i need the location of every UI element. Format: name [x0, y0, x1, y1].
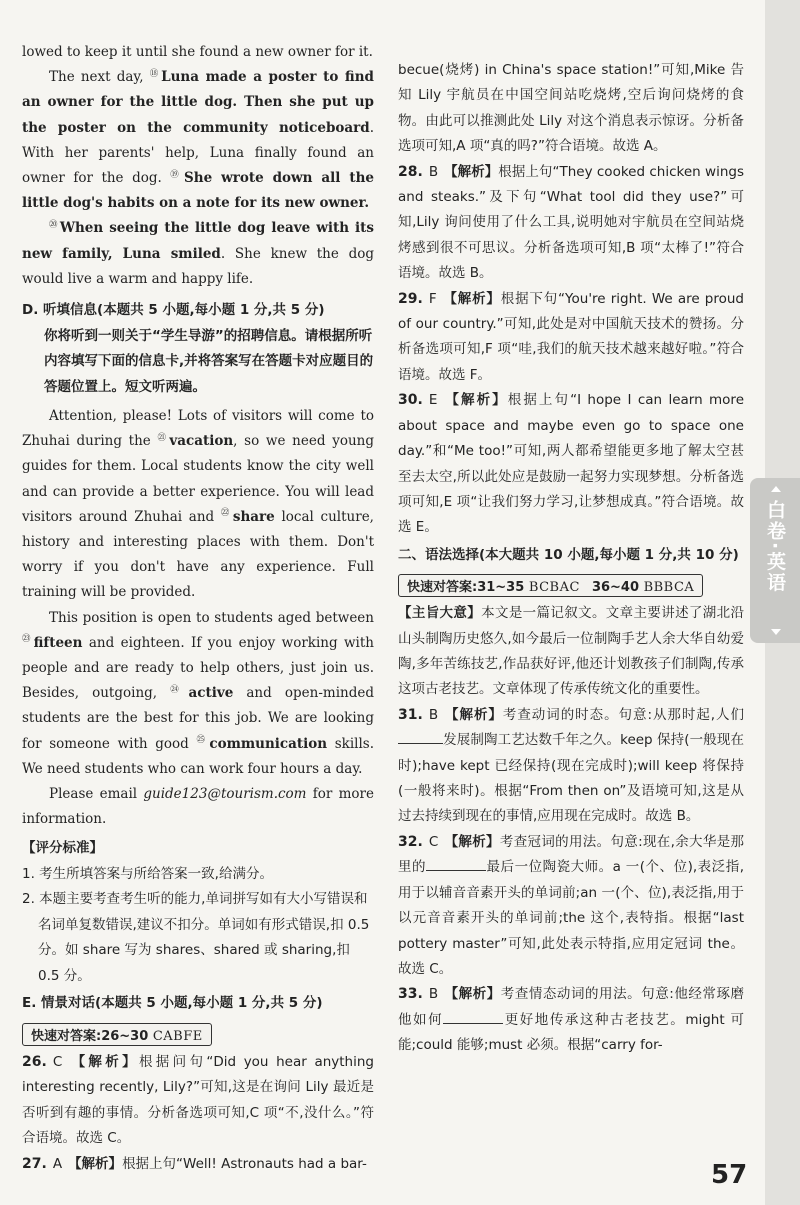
- fill-blank: [426, 858, 486, 871]
- question-30: 30. E 【解析】根据上句“I hope I can learn more about space and maybe even go to space one day.”和“Me too!”可知,两人都希望能更多地了解太空甚至去太空,所以此处应是鼓励一起努力实现梦想。分析备选项可知,E 项“让我们努力学习,让梦想成真。”符合语境。故选 E。: [398, 392, 744, 536]
- scoring-title: 【评分标准】: [22, 840, 103, 857]
- scoring-rule-2: 2. 本题主要考查考生听的能力,单词拼写如有大小写错误和名词单复数错误,建议不扣分。单词如有形式错误,扣 0.5 分。如 share 写为 shares、shared 或 sharing,扣 0.5 分。: [22, 891, 370, 984]
- triangle-down-icon: [771, 629, 781, 635]
- question-27-continued: becue(烧烤) in China's space station!”可知,Mike 告知 Lily 宇航员在中国空间站吃烧烤,空后询问烧烤的食物。由此可以推测此处 Lily 对这个消息表示惊讶。分析备选项可知,A 项“真的吗?”符合语境。故选 A。: [398, 62, 744, 155]
- right-column: [398, 58, 744, 1059]
- page-number: 57: [711, 1160, 748, 1190]
- section-d-instructions: 你将听到一则关于“学生导游”的招聘信息。请根据所听内容填写下面的信息卡,并将答案写在答题卡对应题目的答题位置上。短文听两遍。: [44, 327, 374, 395]
- answer-23: fifteen: [33, 634, 83, 651]
- answer-22: share: [232, 508, 275, 525]
- answer-key-box-2: 快速对答案:31~35 BCBAC 36~40 BBBCA: [398, 574, 703, 597]
- answer-19: She wrote down all the little dog's habits on a note for its new owner.: [22, 170, 374, 212]
- answer-18: Luna made a poster to find an owner for the little dog. Then she put up the poster on the community noticeboard: [22, 69, 374, 136]
- question-32: 32. C 【解析】考查冠词的用法。句意:现在,余大华是那里的 最后一位陶瓷大师。a 一(个、位),表泛指,用于以辅音音素开头的单词前;an 一(个、位),表泛指,用于以元音音素开头的单词前;the 这个,表特指。根据“last pottery master”可知,此处表示特指,应用定冠词 the。故选 C。: [398, 833, 745, 977]
- side-tab-label: 白卷·英语: [764, 500, 786, 594]
- answer-key-box: 快速对答案:26~30 CABFE: [22, 1023, 212, 1046]
- answer-24: active: [188, 685, 234, 702]
- section-ii-title: 二、语法选择(本大题共 10 小题,每小题 1 分,共 10 分): [398, 546, 739, 563]
- question-27: 27. A 【解析】根据上句“Well! Astronauts had a bar-: [22, 1155, 367, 1172]
- section-d-title: D. 听填信息(本题共 5 小题,每小题 1 分,共 5 分): [22, 302, 325, 319]
- answer-25: communication: [209, 735, 328, 752]
- triangle-up-icon: [771, 486, 781, 492]
- scoring-rule-1: 1. 考生所填答案与所给答案一致,给满分。: [22, 865, 273, 882]
- answer-20: When seeing the little dog leave with its new family, Luna smiled: [22, 220, 374, 262]
- section-e-title: E. 情景对话(本题共 5 小题,每小题 1 分,共 5 分): [22, 995, 323, 1012]
- ad-paragraph: This position is open to students aged between $^㉓$fifteen and eighteen. If you enjoy working with people and are ready to help others, just join us. Besides, outgoing, $^㉔$active and open-minded students are the best for this job. We are looking for someone with good $^㉕$communication skills. We need students who can work four hours a day.: [22, 609, 374, 777]
- question-31: 31. B 【解析】考查动词的时态。句意:从那时起,人们发展制陶工艺达数千年之久。keep 保持(一般现在时);have kept 已经保持(现在完成时);will keep 将保持(一般将来时)。根据“From then on”及语境可知,这是从过去持续到现在的事情,应用现在完成时。故选 B。: [398, 706, 745, 825]
- question-28: 28. B 【解析】根据上句“They cooked chicken wings and steaks.”及下句“What tool did they use?”可知,Lily 询问使用了什么工具,说明她对宇航员在空间站烧烤感到很不可思议。分析备选项可知,B 项“太棒了!”符合语境。故选 B。: [398, 163, 745, 282]
- answer-21: vacation: [169, 433, 234, 450]
- blank-number-19: ⑲: [170, 169, 184, 180]
- ad-paragraph: Please email guide123@tourism.com for more information.: [22, 786, 374, 828]
- story-paragraph: ⑳When seeing the little dog leave with its new family, Luna smiled. She knew the dog would live a warm and happy life.: [22, 219, 374, 287]
- fill-blank: [443, 1011, 503, 1024]
- ad-paragraph: Attention, please! Lots of visitors will come to Zhuhai during the $^㉑$vacation, so we need young guides for them. Local students know the city well and can provide a better experience. You will lead visitors around Zhuhai and $^㉒$share local culture, history and interesting places with them. Don't worry if you don't have any experience. Full training will be provided.: [22, 408, 374, 601]
- email-address: guide123@tourism.com: [143, 786, 307, 803]
- story-line: lowed to keep it until she found a new owner for it.: [22, 44, 373, 60]
- left-column: [22, 40, 374, 1177]
- story-paragraph: The next day, ⑱Luna made a poster to find an owner for the little dog. Then she put up the poster on the community noticeboard. With her parents' help, Luna finally found an owner for the dog. ⑲She wrote down all the little dog's habits on a note for its new owner.: [22, 68, 374, 212]
- side-tab: [750, 478, 800, 643]
- question-29: 29. F 【解析】根据下句“You're right. We are proud of our country.”可知,此处是对中国航天技术的赞扬。分析备选项可知,F 项“哇,我们的航天技术越来越好啦。”符合语境。故选 F。: [398, 290, 744, 383]
- question-33: 33. B 【解析】考查情态动词的用法。句意:他经常琢磨他如何 更好地传承这种古老技艺。might 可能;could 能够;must 必须。根据“carry for-: [398, 986, 744, 1054]
- blank-number-20: ⑳: [49, 219, 59, 230]
- blank-number-18: ⑱: [149, 68, 161, 79]
- question-26: 26. C 【解析】根据问句“Did you hear anything interesting recently, Lily?”可知,这是在询问 Lily 最近是否听到有趣的事情。分析备选项可知,C 项“不,没什么。”符合语境。故选 C。: [22, 1053, 374, 1147]
- fill-blank: [398, 731, 443, 744]
- main-idea: 【主旨大意】本文是一篇记叙文。文章主要讲述了湖北沿山头制陶历史悠久,如今最后一位制陶手艺人余大华自幼爱陶,多年苦练技艺,作品获好评,他还计划教孩子们制陶,传承这项古老技艺。文章体现了传承传统文化的重要性。: [398, 605, 744, 698]
